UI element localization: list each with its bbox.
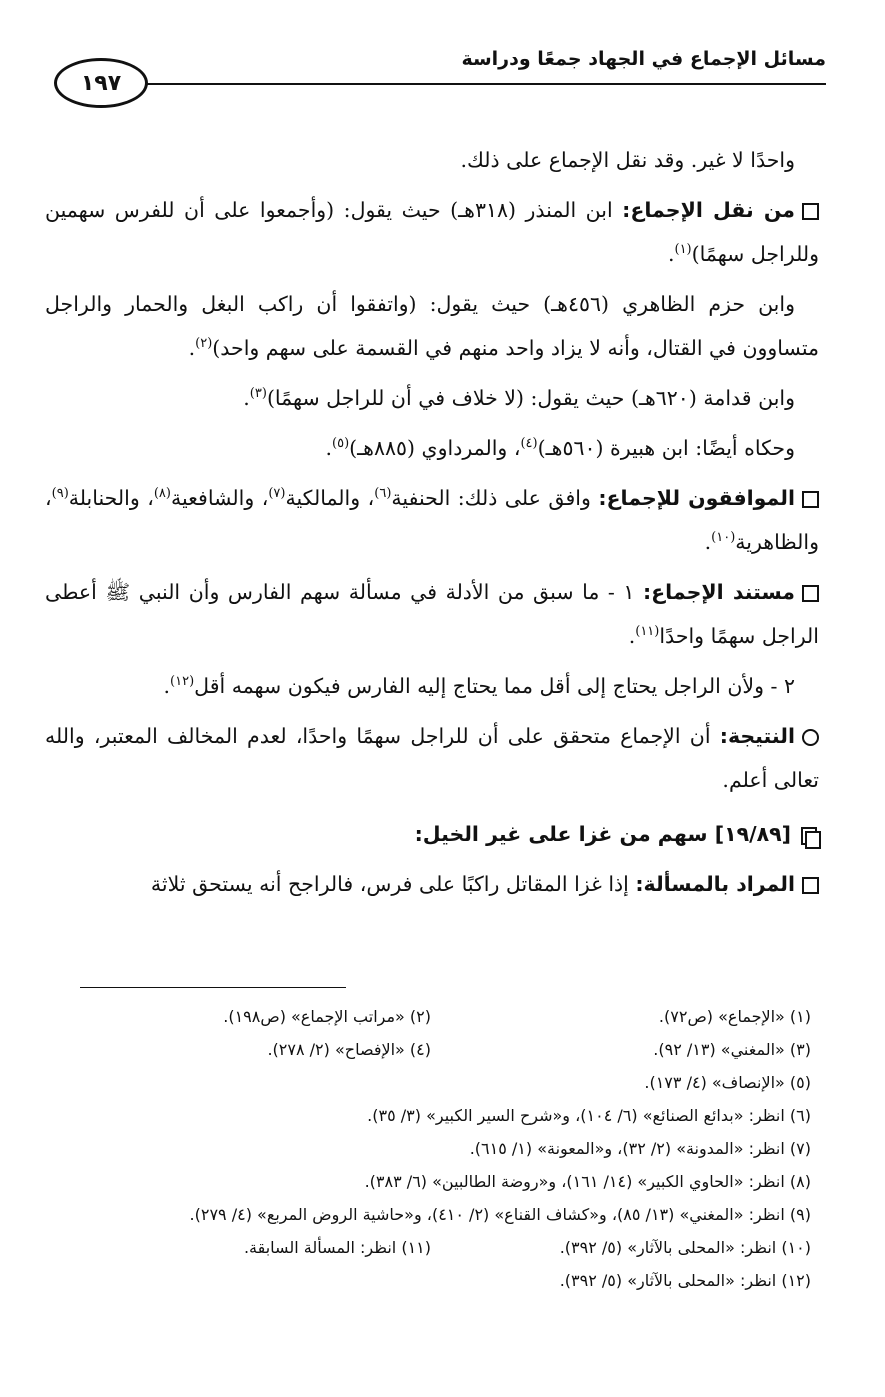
section-heading: [١٩/٨٩] سهم من غزا على غير الخيل: (45, 812, 819, 856)
label-meaning: المراد بالمسألة: (635, 872, 795, 896)
footnote-ref: (١١) (635, 624, 660, 640)
paragraph-transmitters: من نقل الإجماع: ابن المنذر (٣١٨هـ) حيث يقول: (وأجمعوا على أن للفرس سهمين وللراجل سهمًا)$^{(١)}$. (45, 198, 819, 266)
paragraph-basis: مستند الإجماع: ١ - ما سبق من الأدلة في مسألة سهم الفارس وأن النبي ﷺ أعطى الراجل سهمًا واحدًا$^{(١١)}$. (45, 580, 819, 648)
circle-bullet-icon (802, 729, 819, 746)
paragraph-basis-2: ٢ - ولأن الراجل يحتاج إلى أقل مما يحتاج إليه الفارس فيكون سهمه أقل$^{(١٢)}$. (163, 674, 795, 698)
footnote-ref: (٦) (374, 486, 392, 502)
footnote-ref: (٣) (249, 386, 267, 402)
page-number: ١٩٧ (54, 58, 148, 108)
footnote-ref: (٧) (268, 486, 286, 502)
label-agreeing: الموافقون للإجماع: (598, 486, 795, 510)
paragraph-1: واحدًا لا غير. وقد نقل الإجماع على ذلك. (460, 148, 795, 172)
footnote: (٢) «مراتب الإجماع» (ص١٩٨). (223, 1007, 431, 1026)
paragraph-also-narrated: وحكاه أيضًا: ابن هبيرة (٥٦٠هـ)$^{(٤)}$، والمرداوي (٨٨٥هـ)$^{(٥)}$. (325, 436, 795, 460)
footnote-ref: (١) (674, 242, 692, 258)
footnote-ref: (٢) (195, 336, 213, 352)
documents-icon (801, 827, 819, 845)
paragraph-ibn-hazm: وابن حزم الظاهري (٤٥٦هـ) حيث يقول: (واتفقوا أن راكب البغل والحمار والراجل متساوون في القتال، وأنه لا يزاد واحد منهم في القسمة على سهم واحد)$^{(٢)}$. (45, 292, 819, 360)
square-bullet-icon (802, 203, 819, 220)
paragraph-meaning: المراد بالمسألة: إذا غزا المقاتل راكبًا على فرس، فالراجح أنه يستحق ثلاثة (45, 862, 819, 906)
footnote: (٥) «الإنصاف» (٤/ ١٧٣). (644, 1073, 811, 1092)
footnote: (٦) انظر: «بدائع الصنائع» (٦/ ١٠٤)، و«شرح السير الكبير» (٣/ ٣٥). (367, 1106, 811, 1125)
footnote: (١٠) انظر: «المحلى بالآثار» (٥/ ٣٩٢). (559, 1238, 811, 1257)
footnote-ref: (٥) (332, 436, 350, 452)
paragraph-agreeing: الموافقون للإجماع: وافق على ذلك: الحنفية$^{(٦)}$، والمالكية$^{(٧)}$، والشافعية$^{(٨)}$، والحنابلة$^{(٩)}$، والظاهرية$^{(١٠)}$. (45, 486, 819, 554)
footnotes (51, 1000, 811, 1297)
header-rule (144, 83, 826, 85)
label-transmitters: من نقل الإجماع: (622, 198, 796, 222)
footnote-ref: (٨) (153, 486, 171, 502)
footnote-separator (80, 987, 346, 988)
footnote: (١) «الإجماع» (ص٧٢). (658, 1007, 811, 1026)
paragraph-result: النتيجة: أن الإجماع متحقق على أن للراجل سهمًا واحدًا، لعدم المخالف المعتبر، والله تعالى أعلم. (45, 724, 819, 792)
footnote: (٩) انظر: «المغني» (١٣/ ٨٥)، و«كشاف القناع» (٢/ ٤١٠)، و«حاشية الروض المربع» (٤/ ٢٧٩). (189, 1205, 811, 1224)
main-text (45, 138, 819, 912)
paragraph-ibn-qudama: وابن قدامة (٦٢٠هـ) حيث يقول: (لا خلاف في أن للراجل سهمًا)$^{(٣)}$. (243, 386, 795, 410)
footnote: (٨) انظر: «الحاوي الكبير» (١٤/ ١٦١)، و«روضة الطالبين» (٦/ ٣٨٣). (364, 1172, 811, 1191)
square-bullet-icon (802, 877, 819, 894)
footnote-ref: (٤) (520, 436, 538, 452)
running-title: مسائل الإجماع في الجهاد جمعًا ودراسة (461, 48, 826, 70)
square-bullet-icon (802, 585, 819, 602)
footnote: (١٢) انظر: «المحلى بالآثار» (٥/ ٣٩٢). (559, 1271, 811, 1290)
footnote-ref: (١٠) (711, 530, 736, 546)
footnote-ref: (٩) (51, 486, 69, 502)
footnote: (١١) انظر: المسألة السابقة. (243, 1238, 431, 1257)
footnote: (٤) «الإفصاح» (٢/ ٢٧٨). (267, 1040, 431, 1059)
footnote: (٧) انظر: «المدونة» (٢/ ٣٢)، و«المعونة» (١/ ٦١٥). (469, 1139, 811, 1158)
label-result: النتيجة: (719, 724, 795, 748)
page-header (44, 44, 826, 100)
footnote: (٣) «المغني» (١٣/ ٩٢). (653, 1040, 811, 1059)
square-bullet-icon (802, 491, 819, 508)
label-basis: مستند الإجماع: (642, 580, 795, 604)
footnote-ref: (١٢) (170, 674, 195, 690)
